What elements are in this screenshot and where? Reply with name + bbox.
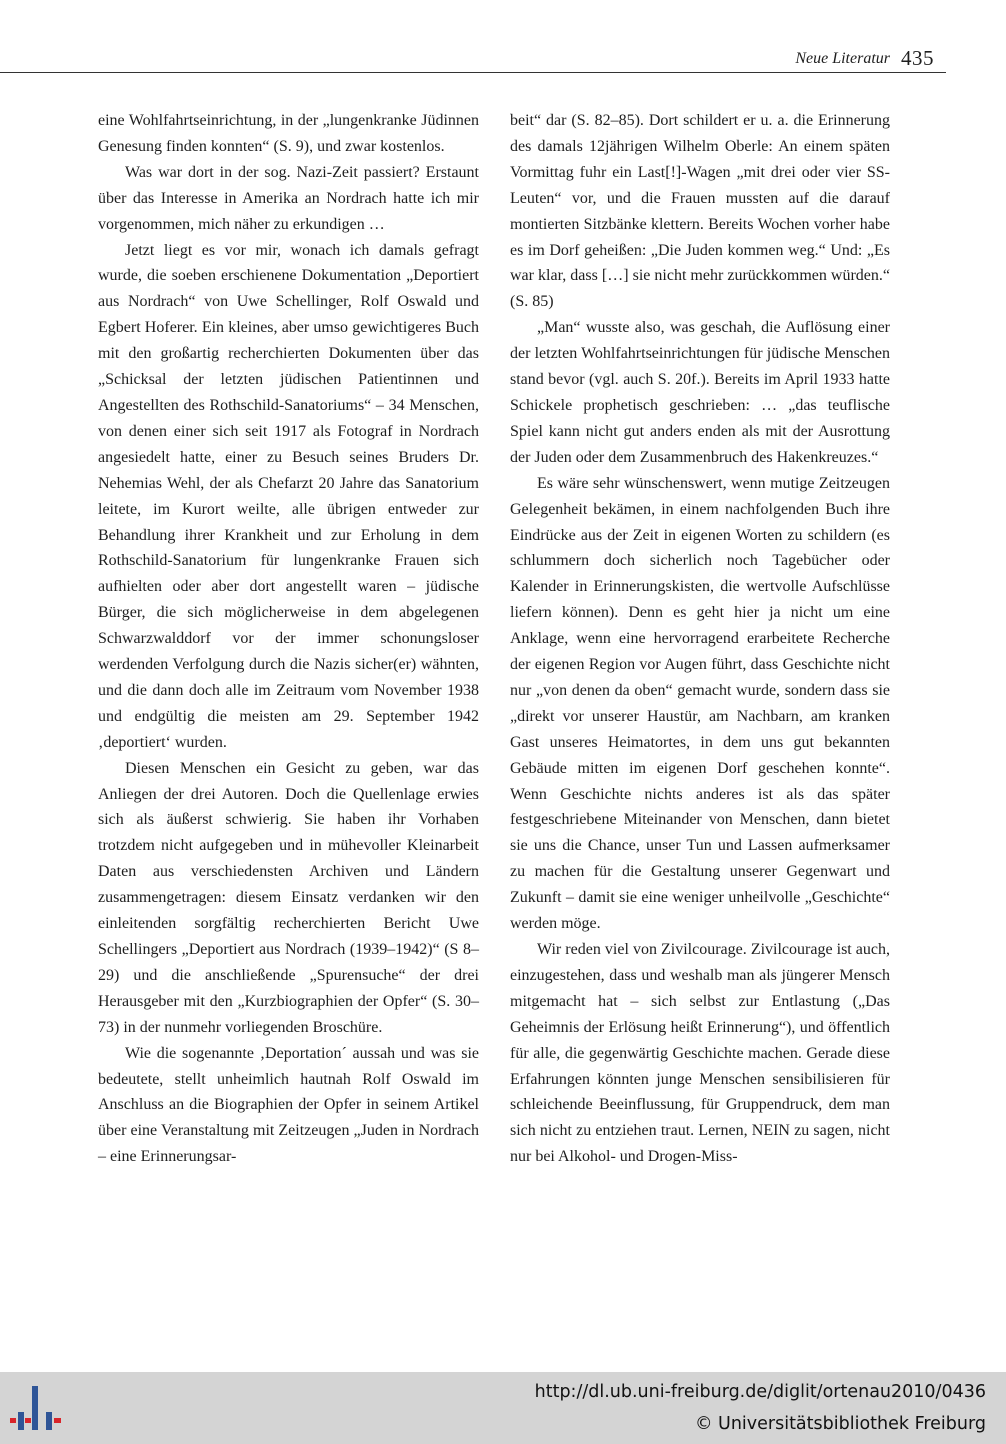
right-column [510, 108, 890, 1170]
paragraph: Es wäre sehr wünschenswert, wenn mutige Zeitzeugen Gelegenheit bekämen, in einem nachfolgenden Buch ihre Eindrücke aus der Zeit in eigenen Worten zu schildern (es schlummern doch sicherlich noch Tagebücher oder Kalender in Erinnerungskisten, die wertvolle Aufschlüsse liefern können). Denn es geht hier ja nicht um eine Anklage, wenn eine hervorragend erarbeitete Recherche der eigenen Region vor Augen führt, dass Geschichte nicht nur „von denen da oben“ gemacht wurde, sondern dass sie „direkt vor unserer Haustür, am Nachbarn, am kranken Gast unseres Heimatortes, in dem uns gut bekannten Gebäude mitten im eigenen Dorf geschehen konnte“. Wenn Geschichte nichts anderes ist als das später festgeschriebene Miteinander von Menschen, dann bietet sie uns die Chance, unser Tun und Lassen aufmerksamer zu machen für die Gestaltung unserer Gegenwart und Zukunft – damit sie eine weniger unheilvolle „Geschichte“ werden möge. [510, 474, 890, 933]
source-url-link[interactable]: http://dl.ub.uni-freiburg.de/diglit/ortenau2010/0436 [534, 1382, 986, 1402]
header-rule [0, 72, 946, 73]
paragraph: eine Wohlfahrtseinrichtung, in der „lungenkranke Jüdinnen Genesung finden konnten“ (S. 9), und zwar kostenlos. [98, 112, 479, 155]
copyright-text: © Universitätsbibliothek Freiburg [694, 1414, 986, 1434]
paragraph: Wie die sogenannte ‚Deportation´ aussah und was sie bedeutete, stellt unheimlich hautnah Rolf Oswald im Anschluss an die Biographien der Opfer in seinem Artikel über eine Veranstaltung mit Zeitzeugen „Juden in Nordrach – eine Erinnerungsar- [98, 1044, 479, 1166]
paragraph: Jetzt liegt es vor mir, wonach ich damals gefragt wurde, die soeben erschienene Dokumentation „Deportiert aus Nordrach“ von Uwe Schellinger, Rolf Oswald und Egbert Hoferer. Ein kleines, aber umso gewichtigeres Buch mit den großartig recherchierten Dokumenten über das „Schicksal der letzten jüdischen Patientinnen und Angestellten des Rothschild-Sanatoriums“ – 34 Menschen, von denen einer sich seit 1917 als Fotograf in Nordrach angesiedelt hatte, einer zu Besuch seines Bruders Dr. Nehemias Wehl, der als Chefarzt 20 Jahre das Sanatorium leitete, im Kurort weilte, alle übrigen entweder zur Behandlung ihrer Krankheit und zur Erholung in dem Rothschild-Sanatorium für lungenkranke Frauen sich aufhielten oder aber dort angestellt waren – jüdische Bürger, die sich möglicherweise in dem abgelegenen Schwarzwalddorf vor der immer schonungsloser werdenden Verfolgung durch die Nazis sicher(er) wähnten, und die dann doch alle im Zeitraum vom November 1938 und endgültig die meisten am 29. September 1942 ‚deportiert‘ wurden. [98, 241, 479, 751]
logo-dash-right [54, 1418, 61, 1423]
running-title: Neue Literatur [795, 50, 890, 67]
paragraph: Wir reden viel von Zivilcourage. Zivilcourage ist auch, einzugestehen, dass und weshalb man als jüngerer Mensch mitgemacht hat – sich selbst zur Entlastung („Das Geheimnis der Erlösung heißt Erinnerung“), und öffentlich für alle, die gegenwärtig Geschichte machen. Gerade diese Erfahrungen könnten junge Menschen sensibilisieren für schleichende Beeinflussung, für Gruppendruck, dem man sich nicht zu entziehen traut. Lernen, NEIN zu sagen, nicht nur bei Alkohol- und Drogen-Miss- [510, 941, 890, 1166]
page-number: 435 [901, 46, 934, 70]
logo-dash-left [10, 1418, 16, 1423]
logo-bar-left [18, 1412, 24, 1430]
paragraph: Diesen Menschen ein Gesicht zu geben, war das Anliegen der drei Autoren. Doch die Quellenlage erwies sich als äußerst schwierig. Sie haben ihr Vorhaben trotzdem nicht aufgegeben und in mühevoller Kleinarbeit Daten aus verschiedensten Archiven und Ländern zusammengetragen: diesem Einsatz verdanken wir den einleitenden sorgfältig recherchierten Bericht Uwe Schellingers „Deportiert aus Nordrach (1939–1942)“ (S 8–29) und die anschließende „Spurensuche“ der drei Herausgeber mit den „Kurzbiographien der Opfer“ (S. 30–73) in der nunmehr vorliegenden Broschüre. [98, 759, 479, 1036]
paragraph: beit“ dar (S. 82–85). Dort schildert er u. a. die Erinnerung des damals 12jährigen Wilhelm Oberle: An einem späten Vormittag fuhr ein Last[!]-Wagen „mit drei oder vier SS-Leuten“ vor, und die Frauen mussten auf die darauf montierten Sitzbänke klettern. Bereits Wochen vorher habe es im Dorf geheißen: „Die Juden kommen weg.“ Und: „Es war klar, dass […] sie nicht mehr zurückkommen würden.“ (S. 85) [510, 112, 890, 311]
logo-bar-right [46, 1412, 52, 1430]
paragraph: Was war dort in der sog. Nazi-Zeit passiert? Erstaunt über das Interesse in Amerika an Nordrach hatte ich mir vorgenommen, mich näher zu erkundigen … [98, 163, 479, 233]
logo-dash-mid [25, 1418, 31, 1423]
library-logo-icon [10, 1382, 70, 1438]
footer-bar [0, 1372, 1006, 1444]
paragraph: „Man“ wusste also, was geschah, die Auflösung einer der letzten Wohlfahrtseinrichtungen für jüdische Menschen stand bevor (vgl. auch S. 20f.). Bereits im April 1933 hatte Schickele prophetisch geschrieben: … „das teuflische Spiel kann nicht gut anders enden als mit der Ausrottung der Juden oder dem Zusammenbruch des Hakenkreuzes.“ [510, 319, 890, 466]
logo-bar-mid [32, 1386, 38, 1430]
left-column [98, 108, 479, 1170]
